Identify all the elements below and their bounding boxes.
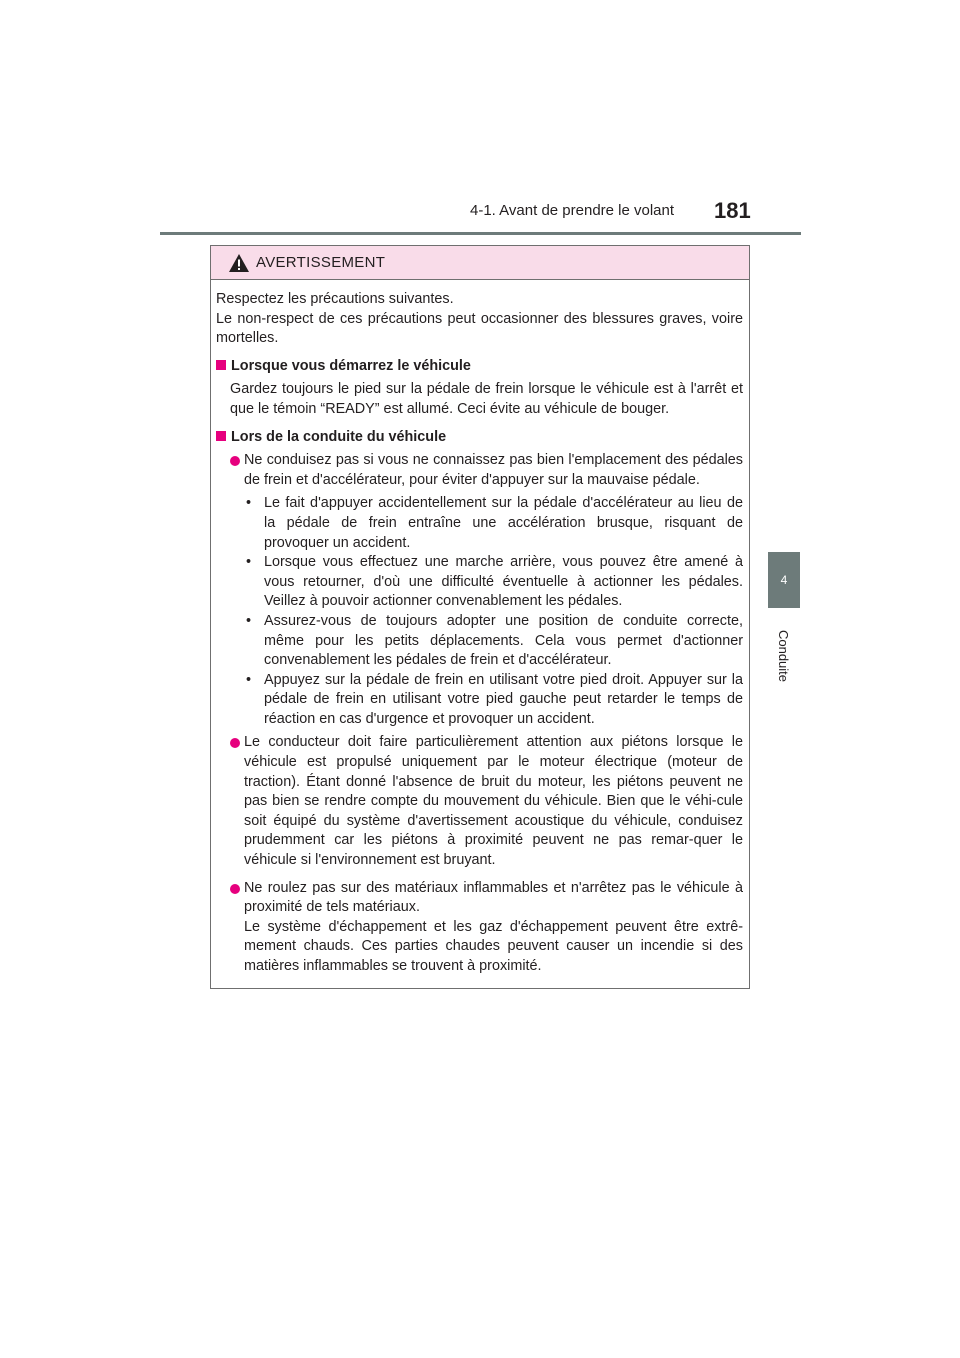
square-bullet-icon [216,431,226,441]
warning-box [210,245,750,989]
sub-list [216,494,743,729]
page-number: 181 [714,198,751,223]
warning-intro [216,290,743,349]
sub-list-item: • Appuyez sur la pédale de frein en utilisant votre pied droit. Appuyer sur la pédale de frein en utilisant votre pied gauche peut retarder le temps de réaction en cas d'urgence et provoquer un accident. [246,671,743,727]
section-title: 4-1. Avant de prendre le volant [470,202,675,219]
section-start-text: Gardez toujours le pied sur la pédale de frein lorsque le véhicule est à l'arrêt et que le témoin “READY” est allumé. Ceci évite au véhicule de bouger. [230,381,743,417]
warning-title: AVERTISSEMENT [256,254,386,271]
header-divider [160,232,801,235]
circle-bullet-icon [230,456,240,466]
circle-bullet-icon [230,738,240,748]
section-heading-driving: Lors de la conduite du véhicule [216,428,743,448]
section-heading-start: Lorsque vous démarrez le véhicule [216,357,743,377]
list-item: Ne roulez pas sur des matériaux inflammables et n'arrêtez pas le véhicule à proximité de tels matériaux. Le système d'échappement et les gaz d'échappement peuvent être extrê-mement chauds. Ces parties chaudes peuvent causer un incendie si des matières inflammables se trouvent à proximité. [216,879,743,977]
circle-bullet-icon [230,884,240,894]
warning-body [211,280,749,977]
sub-list-item: • Lorsque vous effectuez une marche arrière, vous pouvez être amené à vous retourner, d'où une difficulté éventuelle à actionner les pédales. Veillez à pouvoir actionner convenablement les pédales. [246,554,743,610]
chapter-tab: 4 [768,552,800,608]
sub-list-item: • Assurez-vous de toujours adopter une position de conduite correcte, même pour les petits déplacements. Cela vous permet d'actionner convenablement les pédales de frein et d'accélérateur. [246,612,743,669]
list-item: Le conducteur doit faire particulièrement attention aux piétons lorsque le véhicule est propulsé uniquement par le moteur électrique (moteur de traction). Étant donné l'absence de bruit du moteur, les piétons peuvent ne pas bien se rendre compte du mouvement du véhicule. Bien que le véhi-cule soit équipé du système d'avertissement acoustique du véhicule, conduisez prudemment car les piétons à proximité peuvent ne pas remar-quer le véhicule si l'environnement est bruyant. [216,733,743,870]
sub-list-item: • Le fait d'appuyer accidentellement sur la pédale d'accélérateur au lieu de la pédale de frein entraîne une accélération brusque, risquant de provoquer un accident. [246,495,743,551]
intro-line-1: Respectez les précautions suivantes. [216,291,454,307]
square-bullet-icon [216,360,226,370]
list-item: Ne conduisez pas si vous ne connaissez pas bien l'emplacement des pédales de frein et d'accélérateur, pour éviter d'appuyer sur la mauvaise pédale. [216,451,743,490]
intro-line-2: Le non-respect de ces précautions peut occasionner des blessures graves, voire mortelles. [216,310,743,347]
warning-header [211,246,749,280]
warning-triangle-icon [228,253,250,273]
chapter-label: Conduite [776,629,791,683]
